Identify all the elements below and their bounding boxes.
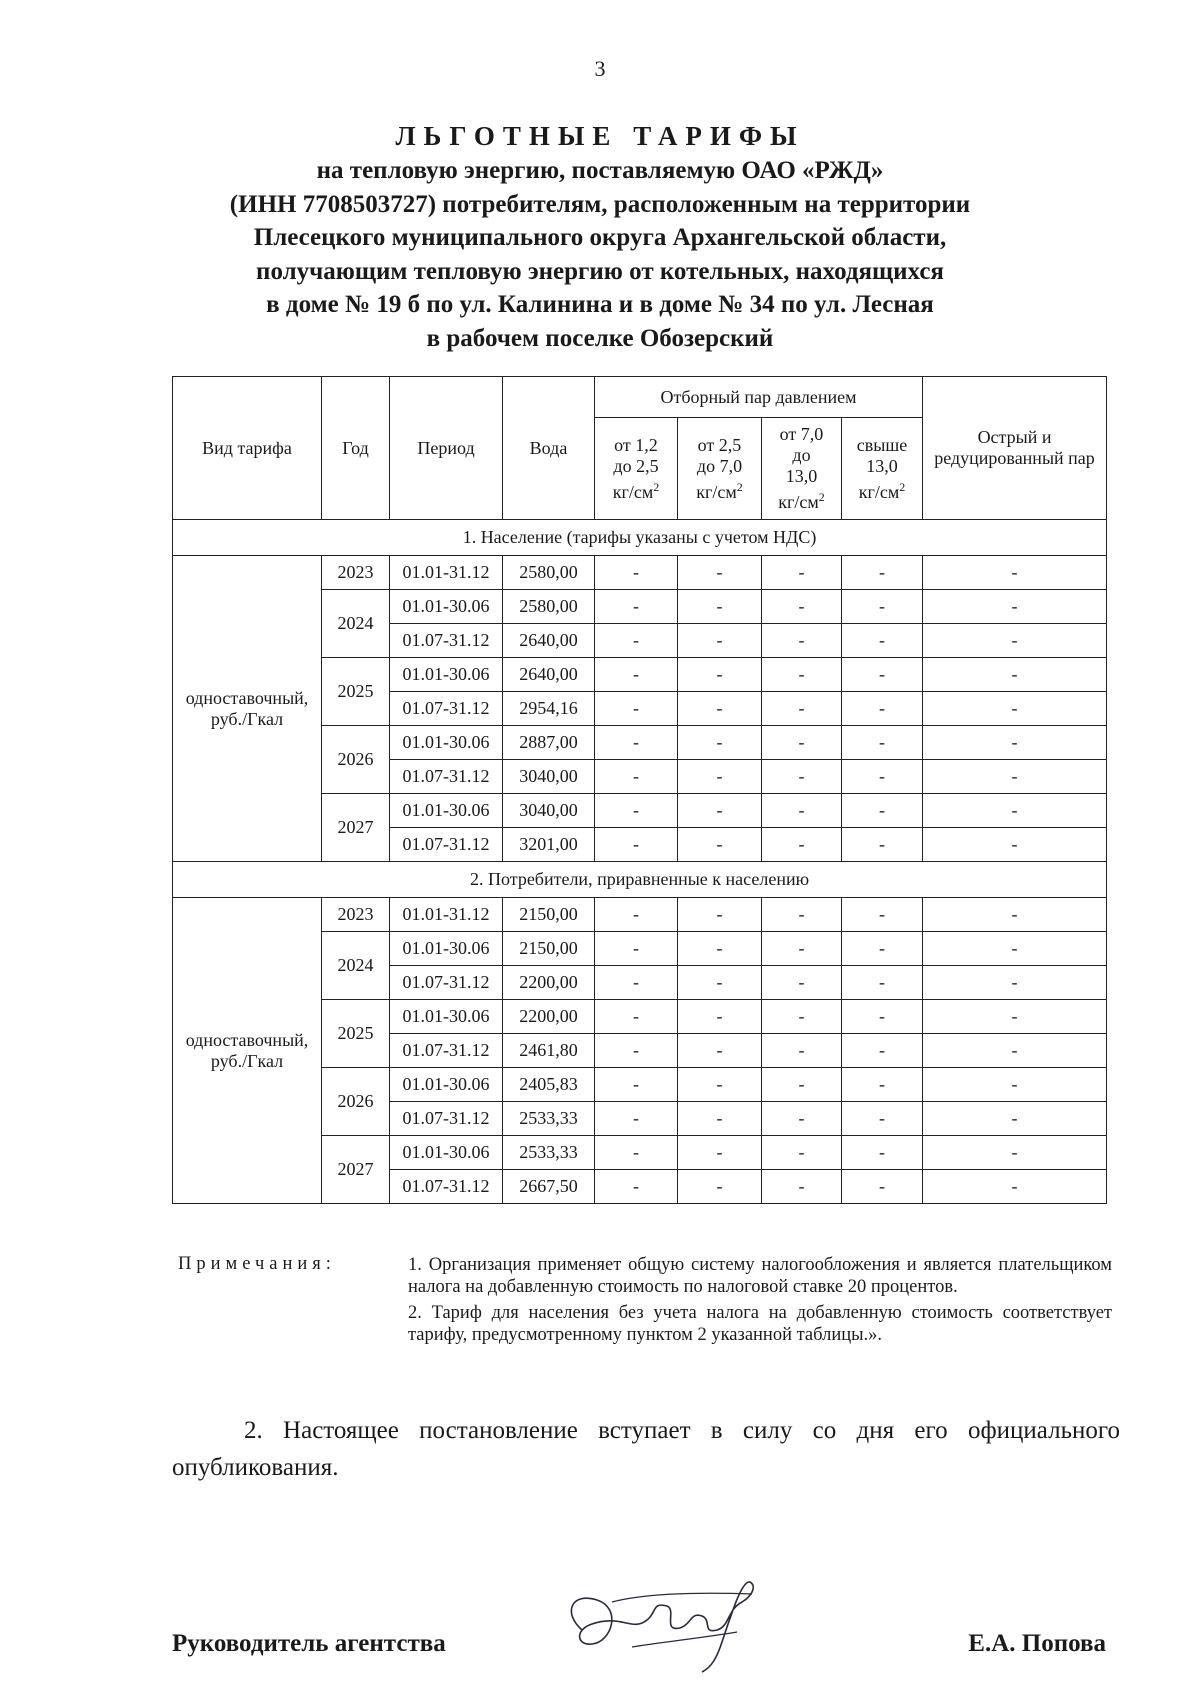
pressure-unit-text: кг/см [778, 492, 819, 512]
empty-tariff-cell: - [678, 828, 762, 862]
handwritten-signature [552, 1572, 782, 1682]
empty-tariff-cell: - [923, 1136, 1107, 1170]
water-tariff-cell: 2461,80 [503, 1034, 595, 1068]
empty-tariff-cell: - [842, 794, 923, 828]
empty-tariff-cell: - [762, 760, 842, 794]
pressure-range-line: до [792, 445, 811, 465]
header-extraction-steam: Отборный пар давлением [595, 377, 923, 418]
water-tariff-cell: 2954,16 [503, 692, 595, 726]
water-tariff-cell: 2580,00 [503, 556, 595, 590]
title-line: получающим тепловую энергию от котельных, находящихся [256, 257, 944, 285]
empty-tariff-cell: - [678, 1000, 762, 1034]
pressure-range-line: от 1,2 [614, 434, 658, 455]
header-year: Год [322, 377, 390, 520]
empty-tariff-cell: - [762, 590, 842, 624]
period-cell: 01.01-30.06 [390, 932, 503, 966]
signatory-name: Е.А. Попова [968, 1630, 1106, 1657]
empty-tariff-cell: - [762, 1102, 842, 1136]
effective-date-paragraph: 2. Настоящее постановление вступает в силу со дня его официального опубликования. [172, 1417, 1120, 1481]
year-cell: 2023 [322, 898, 390, 932]
pressure-unit-exponent: 2 [736, 479, 743, 494]
empty-tariff-cell: - [762, 1170, 842, 1204]
header-tariff-type: Вид тарифа [173, 377, 322, 520]
empty-tariff-cell: - [923, 1068, 1107, 1102]
empty-tariff-cell: - [595, 658, 678, 692]
empty-tariff-cell: - [595, 794, 678, 828]
empty-tariff-cell: - [678, 1102, 762, 1136]
pressure-unit-text: кг/см [696, 481, 737, 502]
empty-tariff-cell: - [762, 1034, 842, 1068]
empty-tariff-cell: - [923, 1000, 1107, 1034]
empty-tariff-cell: - [842, 1034, 923, 1068]
period-cell: 01.07-31.12 [390, 1034, 503, 1068]
period-cell: 01.01-30.06 [390, 726, 503, 760]
title-line: Плесецкого муниципального округа Архангельской области, [253, 224, 947, 251]
water-tariff-cell: 2200,00 [503, 966, 595, 1000]
signatory-position: Руководитель агентства [172, 1630, 446, 1657]
title-line: в доме № 19 б по ул. Калинина и в доме № 34 по ул. Лесная [266, 291, 934, 318]
header-pressure-range [595, 418, 678, 520]
year-cell: 2025 [322, 1000, 390, 1068]
empty-tariff-cell: - [595, 726, 678, 760]
water-tariff-cell: 2640,00 [503, 624, 595, 658]
empty-tariff-cell: - [595, 1034, 678, 1068]
tariff-type-cell: одноставочный, руб./Гкал [173, 898, 322, 1204]
empty-tariff-cell: - [595, 624, 678, 658]
water-tariff-cell: 2887,00 [503, 726, 595, 760]
year-cell: 2027 [322, 1136, 390, 1204]
year-cell: 2027 [322, 794, 390, 862]
period-cell: 01.01-30.06 [390, 1068, 503, 1102]
tariff-type-cell: одноставочный, руб./Гкал [173, 556, 322, 862]
year-cell: 2025 [322, 658, 390, 726]
water-tariff-cell: 2580,00 [503, 590, 595, 624]
pressure-unit [595, 477, 677, 503]
empty-tariff-cell: - [595, 1170, 678, 1204]
empty-tariff-cell: - [762, 966, 842, 1000]
empty-tariff-cell: - [678, 1034, 762, 1068]
empty-tariff-cell: - [762, 624, 842, 658]
empty-tariff-cell: - [678, 760, 762, 794]
title-line: в рабочем поселке Обозерский [426, 324, 774, 352]
period-cell: 01.01-30.06 [390, 590, 503, 624]
empty-tariff-cell: - [762, 692, 842, 726]
pressure-range-line: до 7,0 [696, 455, 743, 476]
pressure-range-line: 13,0 [785, 466, 818, 486]
pressure-range-line: свыше [856, 434, 908, 455]
pressure-range-line: 13,0 [866, 455, 898, 476]
empty-tariff-cell: - [678, 556, 762, 590]
water-tariff-cell: 2533,33 [503, 1102, 595, 1136]
empty-tariff-cell: - [842, 556, 923, 590]
empty-tariff-cell: - [842, 590, 923, 624]
empty-tariff-cell: - [923, 898, 1107, 932]
period-cell: 01.01-31.12 [390, 556, 503, 590]
empty-tariff-cell: - [678, 794, 762, 828]
empty-tariff-cell: - [762, 658, 842, 692]
empty-tariff-cell: - [842, 828, 923, 862]
empty-tariff-cell: - [923, 966, 1107, 1000]
empty-tariff-cell: - [842, 760, 923, 794]
empty-tariff-cell: - [923, 658, 1107, 692]
empty-tariff-cell: - [595, 692, 678, 726]
title-main: ЛЬГОТНЫЕ ТАРИФЫ [395, 121, 805, 151]
header-pressure-range [678, 418, 762, 520]
empty-tariff-cell: - [923, 590, 1107, 624]
pressure-unit [678, 477, 761, 503]
signature-block [172, 1572, 1106, 1702]
empty-tariff-cell: - [923, 692, 1107, 726]
empty-tariff-cell: - [678, 966, 762, 1000]
period-cell: 01.07-31.12 [390, 828, 503, 862]
empty-tariff-cell: - [678, 932, 762, 966]
empty-tariff-cell: - [923, 1170, 1107, 1204]
header-pressure-range [842, 418, 923, 520]
period-cell: 01.07-31.12 [390, 1170, 503, 1204]
year-cell: 2026 [322, 1068, 390, 1136]
year-cell: 2024 [322, 590, 390, 658]
table-row [173, 898, 1107, 932]
period-cell: 01.01-31.12 [390, 898, 503, 932]
pressure-unit-text: кг/см [858, 481, 900, 502]
pressure-unit-exponent: 2 [899, 479, 906, 494]
empty-tariff-cell: - [678, 1068, 762, 1102]
header-period: Период [390, 377, 503, 520]
empty-tariff-cell: - [842, 624, 923, 658]
header-sharp-steam: Острый и редуцированный пар [923, 377, 1107, 520]
empty-tariff-cell: - [923, 1034, 1107, 1068]
period-cell: 01.01-30.06 [390, 1000, 503, 1034]
year-cell: 2026 [322, 726, 390, 794]
empty-tariff-cell: - [678, 624, 762, 658]
empty-tariff-cell: - [762, 556, 842, 590]
pressure-range-line: от 2,5 [697, 434, 742, 455]
empty-tariff-cell: - [762, 1068, 842, 1102]
period-cell: 01.01-30.06 [390, 794, 503, 828]
empty-tariff-cell: - [842, 726, 923, 760]
title-line: на тепловую энергию, поставляемую ОАО «РЖД» [316, 157, 884, 184]
empty-tariff-cell: - [762, 1000, 842, 1034]
empty-tariff-cell: - [762, 1136, 842, 1170]
period-cell: 01.07-31.12 [390, 760, 503, 794]
empty-tariff-cell: - [842, 658, 923, 692]
empty-tariff-cell: - [678, 898, 762, 932]
note-item: 2. Тариф для населения без учета налога на добавленную стоимость соответствует тарифу, предусмотренному пунктом 2 указанной таблицы.». [408, 1303, 1112, 1345]
empty-tariff-cell: - [923, 828, 1107, 862]
empty-tariff-cell: - [842, 1136, 923, 1170]
period-cell: 01.01-30.06 [390, 658, 503, 692]
empty-tariff-cell: - [842, 966, 923, 1000]
empty-tariff-cell: - [678, 692, 762, 726]
year-cell: 2024 [322, 932, 390, 1000]
document-title [150, 118, 1050, 355]
tariffs-table [172, 376, 1107, 1204]
pressure-unit [842, 477, 922, 503]
empty-tariff-cell: - [678, 1136, 762, 1170]
period-cell: 01.01-30.06 [390, 1136, 503, 1170]
empty-tariff-cell: - [842, 1068, 923, 1102]
empty-tariff-cell: - [595, 966, 678, 1000]
empty-tariff-cell: - [595, 590, 678, 624]
empty-tariff-cell: - [923, 726, 1107, 760]
section-title: 2. Потребители, приравненные к населению [173, 862, 1107, 898]
water-tariff-cell: 2200,00 [503, 1000, 595, 1034]
empty-tariff-cell: - [842, 898, 923, 932]
empty-tariff-cell: - [762, 794, 842, 828]
water-tariff-cell: 2150,00 [503, 898, 595, 932]
pressure-unit [762, 487, 841, 513]
empty-tariff-cell: - [923, 760, 1107, 794]
empty-tariff-cell: - [842, 1170, 923, 1204]
empty-tariff-cell: - [678, 1170, 762, 1204]
pressure-unit-exponent: 2 [818, 490, 825, 504]
empty-tariff-cell: - [842, 692, 923, 726]
empty-tariff-cell: - [923, 624, 1107, 658]
section-title: 1. Население (тарифы указаны с учетом НДС) [173, 520, 1107, 556]
empty-tariff-cell: - [678, 726, 762, 760]
water-tariff-cell: 2640,00 [503, 658, 595, 692]
empty-tariff-cell: - [678, 658, 762, 692]
water-tariff-cell: 3040,00 [503, 760, 595, 794]
water-tariff-cell: 2405,83 [503, 1068, 595, 1102]
empty-tariff-cell: - [595, 932, 678, 966]
period-cell: 01.07-31.12 [390, 1102, 503, 1136]
empty-tariff-cell: - [842, 932, 923, 966]
water-tariff-cell: 2150,00 [503, 932, 595, 966]
empty-tariff-cell: - [762, 932, 842, 966]
pressure-range-line: от 7,0 [779, 424, 824, 444]
empty-tariff-cell: - [595, 1000, 678, 1034]
water-tariff-cell: 2533,33 [503, 1136, 595, 1170]
period-cell: 01.07-31.12 [390, 692, 503, 726]
water-tariff-cell: 3201,00 [503, 828, 595, 862]
notes-label: Примечания: [178, 1254, 336, 1274]
period-cell: 01.07-31.12 [390, 624, 503, 658]
empty-tariff-cell: - [595, 1102, 678, 1136]
pressure-unit-text: кг/см [612, 481, 654, 502]
page-number: 3 [594, 56, 606, 81]
header-pressure-range [762, 418, 842, 520]
empty-tariff-cell: - [595, 898, 678, 932]
empty-tariff-cell: - [923, 556, 1107, 590]
pressure-unit-exponent: 2 [653, 479, 660, 494]
title-line: (ИНН 7708503727) потребителям, расположенным на территории [229, 190, 971, 218]
empty-tariff-cell: - [595, 828, 678, 862]
empty-tariff-cell: - [842, 1000, 923, 1034]
empty-tariff-cell: - [762, 898, 842, 932]
empty-tariff-cell: - [923, 932, 1107, 966]
empty-tariff-cell: - [595, 1136, 678, 1170]
empty-tariff-cell: - [923, 794, 1107, 828]
year-cell: 2023 [322, 556, 390, 590]
pressure-range-line: до 2,5 [613, 455, 659, 476]
empty-tariff-cell: - [678, 590, 762, 624]
empty-tariff-cell: - [923, 1102, 1107, 1136]
empty-tariff-cell: - [595, 556, 678, 590]
water-tariff-cell: 3040,00 [503, 794, 595, 828]
header-water: Вода [503, 377, 595, 520]
period-cell: 01.07-31.12 [390, 966, 503, 1000]
note-item: 1. Организация применяет общую систему налогообложения и является плательщиком налога на добавленную стоимость по налоговой ставке 20 процентов. [408, 1255, 1112, 1297]
empty-tariff-cell: - [762, 726, 842, 760]
empty-tariff-cell: - [595, 1068, 678, 1102]
empty-tariff-cell: - [842, 1102, 923, 1136]
empty-tariff-cell: - [595, 760, 678, 794]
water-tariff-cell: 2667,50 [503, 1170, 595, 1204]
empty-tariff-cell: - [762, 828, 842, 862]
table-row [173, 556, 1107, 590]
